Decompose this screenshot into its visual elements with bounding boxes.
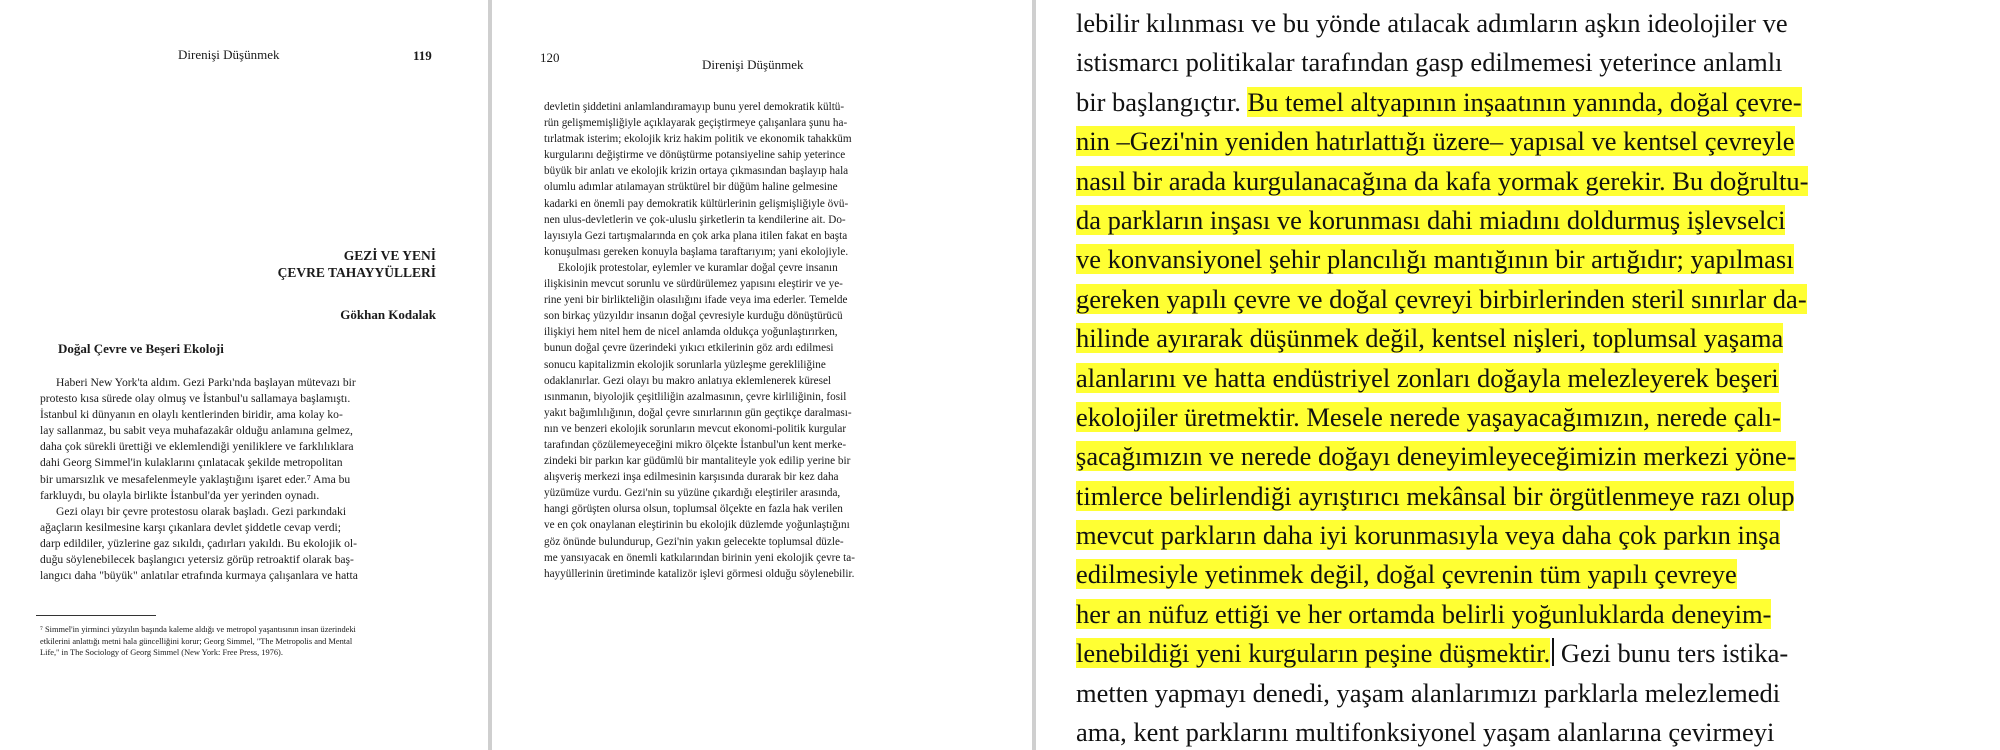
text-line: bunun doğal çevre üzerindeki yıkıcı etkilerinin göz ardı edilmesi xyxy=(544,342,834,355)
chapter-title-line: ÇEVRE TAHAYYÜLLERİ xyxy=(277,265,436,280)
text-line: olumlu adımlar atılamayan strüktürel bir düğüm haline gelmesine xyxy=(544,181,838,194)
highlight: hilinde ayırarak düşünmek değil, kentsel nişleri, toplumsal yaşama xyxy=(1076,323,1784,354)
chapter-title-line: GEZİ VE YENİ xyxy=(343,248,436,263)
highlight: edilmesiyle yetinmek değil, doğal çevrenin tüm yapılı çevreye xyxy=(1076,559,1737,590)
text-line: daha çok sürekli ürettiği ve eklemlendiği yeniliklere ve farklılıklara xyxy=(40,440,354,454)
zoomed-text-line xyxy=(1076,555,1976,594)
text-line: langıcı daha "büyük" anlatılar etrafında kurmaya çalışanlara ve hatta xyxy=(40,569,358,583)
text-line: layısıyla Gezi tartışmalarında en çok arka plana itilen fakat en başta xyxy=(544,229,848,242)
text-line: farkluydı, bu olayla birlikte İstanbul'da yer yerinden oynadı. xyxy=(40,488,320,502)
footnote-divider xyxy=(36,615,156,616)
text-line: kadarki en önemli pay demokratik kültürlerinin gelişmişliğiyle övü- xyxy=(544,197,849,210)
highlight: mevcut parkların daha iyi korunmasıyla veya daha çok parkın inşa xyxy=(1076,520,1781,551)
section-heading: Doğal Çevre ve Beşeri Ekoloji xyxy=(58,341,224,356)
zoomed-text-line xyxy=(1076,359,1976,398)
text-line: rün gelişmemişliğiyle açıklayarak geçiştirmeye çalışanlara şunu ha- xyxy=(544,117,848,130)
page-number: 119 xyxy=(413,48,432,63)
text-line: son birkaç yüzyıldır insanın doğal çevresiyle kurduğu dönüştürücü xyxy=(544,310,843,323)
text-line: darp edildiler, yüzlerine gaz sıkıldı, çadırları yakıldı. Bu ekolojik ol- xyxy=(40,536,357,550)
highlight: Bu temel altyapının inşaatının yanında, doğal çevre- xyxy=(1247,86,1802,117)
zoomed-text-line xyxy=(1076,162,1976,201)
text-line: nın ve benzeri ekolojik sorunların mevcut ekonomi-politik kurgular xyxy=(544,422,847,435)
zoomed-text-line xyxy=(1076,122,1976,161)
zoomed-text-line xyxy=(1076,240,1976,279)
text-line: ve en çok onaylanan eleştirinin bu ekolojik düzlemde yoğunlaştığını xyxy=(544,519,850,532)
text-line: bir umarsızlık ve mesafelenmeyle yaklaştığını işaret eder.⁷ Ama bu xyxy=(40,472,351,486)
text-line: kurgularını değiştirme ve dönüştürme potansiyeline sahip yeterince xyxy=(544,149,846,162)
text-line: hangi görüşten olursa olsun, toplumsal ölçekte en fazla hak verilen xyxy=(544,503,843,516)
zoomed-text-line: bir başlangıçtır. Bu temel altyapının inşaatının yanında, doğal çevre- xyxy=(1076,86,1802,117)
highlight: alanlarını ve hatta endüstriyel zonları doğayla melezleyerek beşeri xyxy=(1076,362,1779,393)
text-line: protesto kısa sürede olay olmuş ve İstanbul'u sallamaya başlamıştı. xyxy=(40,392,351,406)
text-line: ilişkisinin mevcut sorunlu ve sürdürülemez yapısını eleştirir ve ye- xyxy=(544,278,843,291)
zoomed-text-line xyxy=(1076,595,1976,634)
zoomed-text-line: ama, kent parklarını multifonksiyonel yaşam alanlarına çevirmeyi xyxy=(1076,717,1775,748)
text-line: tarafından çözülemeyeceğini mikro ölçekte İstanbul'un kent merke- xyxy=(544,438,847,451)
text-line: İstanbul ki dünyanın en olaylı kentlerinden biridir, ama kolay ko- xyxy=(40,408,343,422)
text-line: rine yeni bir birlikteliğin olasılığını ifade veya ima ederler. Temelde xyxy=(544,294,848,307)
text-line: hayyüllerinin üretiminde katalizör işlevi görmesi olduğu söylenebilir. xyxy=(544,567,855,580)
text-line: yakıt bağımlılığının, doğal çevre sınırlarının gün geçtikçe daralması- xyxy=(544,406,852,419)
highlight: gereken yapılı çevre ve doğal çevreyi birbirlerinden steril sınırlar da- xyxy=(1076,283,1807,314)
text-line: tırlatmak isterim; ekolojik kriz hakim politik ve ekonomik tahakküm xyxy=(544,133,852,146)
text-line: me yansıyacak en önemli katkılarından birinin yeni ekolojik çevre ta- xyxy=(544,551,855,564)
text-line: Gezi olayı bir çevre protestosu olarak başladı. Gezi parkındaki xyxy=(56,504,347,518)
body-text xyxy=(544,100,855,583)
text-line: odaklanırlar. Gezi olayı bu makro anlatıya eklemlenerek küresel xyxy=(544,374,832,387)
text-line: Ekolojik protestolar, eylemler ve kuramlar doğal çevre insanın xyxy=(558,261,838,274)
highlight: ve konvansiyonel şehir plancılığı mantığının bir artığıdır; yapılması xyxy=(1076,244,1794,275)
text-line: alışveriş merkezi inşa edilmesinin karşısında durarak bir kez daha xyxy=(544,471,839,484)
page-number: 120 xyxy=(540,50,560,65)
body-text xyxy=(40,375,358,584)
footnote-line: Life," in The Sociology of Georg Simmel (New York: Free Press, 1976). xyxy=(40,648,283,658)
author-name: Gökhan Kodalak xyxy=(340,307,436,322)
text-line: yüzümüze vurdu. Gezi'nin su yüzüne çıkardığı eleştiriler arasında, xyxy=(544,487,841,500)
running-head: Direnişi Düşünmek xyxy=(178,47,280,62)
zoomed-body-text xyxy=(1076,4,1976,750)
zoomed-text-line: metten yapmayı denedi, yaşam alanlarımızı parklarla melezlemedi xyxy=(1076,677,1781,708)
text-line: Haberi New York'ta aldım. Gezi Parkı'nda başlayan mütevazı bir xyxy=(56,376,356,389)
zoomed-text-panel xyxy=(1036,0,2000,750)
footnote-line: ⁷ Simmel'in yirminci yüzyılın başında kaleme aldığı ve metropol yaşantısının insan üzerindeki xyxy=(40,625,356,634)
text-line: lay sallanmaz, bu sabit veya muhafazakâr olduğu anlamına gelmez, xyxy=(40,424,353,438)
text-line: ağaçların kesilmesine karşı çıkanlara devlet şiddetle cevap verdi; xyxy=(40,520,341,534)
text-line: büyük bir anlatı ve ekolojik krizin ortaya çıkmasından başlayıp hala xyxy=(544,165,849,178)
zoomed-text-line xyxy=(1076,201,1976,240)
text-line: zindeki bir parkın kar güdümlü bir mantaliteyle yok edilip yerine bir xyxy=(544,455,851,468)
zoomed-text-line xyxy=(1076,437,1976,476)
footnote-line: etkilerini anlattığı metni hala güncelliğini korur; Georg Simmel, "The Metropolis and Mental xyxy=(40,636,353,646)
highlight: timlerce belirlendiği ayrıştırıcı mekânsal bir örgütlenmeye razı olup xyxy=(1076,480,1795,511)
page-119-panel xyxy=(0,0,488,750)
text-line: ısınmanın, biyolojik çeşitliliğin azalmasının, çevre kirliliğinin, fosil xyxy=(544,390,847,403)
text-line: konuşulması gereken konuyla başlama taraftarıyım; yani ekolojiyle. xyxy=(544,245,849,258)
text-line: sonucu kapitalizmin ekolojik sorunlarla yüzleşme gerekliliğine xyxy=(544,358,826,371)
zoomed-text-line xyxy=(1076,516,1976,555)
zoomed-text-line: istismarcı politikalar tarafından gasp edilmemesi yeterince anlamlı xyxy=(1076,47,1783,78)
highlight: da parkların inşası ve korunması dahi miadını doldurmuş işlevselci xyxy=(1076,204,1786,235)
zoomed-text-line: lebilir kılınması ve bu yönde atılacak adımların aşkın ideolojiler ve xyxy=(1076,8,1788,38)
highlight: nin –Gezi'nin yeniden hatırlattığı üzere– yapısal ve kentsel çevreyle xyxy=(1076,126,1795,157)
zoomed-text-line: lenebildiği yeni kurguların peşine düşmektir. Gezi bunu ters istika- xyxy=(1076,638,1789,669)
text-line: devletin şiddetini anlamlandıramayıp bunu yerel demokratik kültü- xyxy=(544,101,845,113)
zoomed-text-line xyxy=(1076,280,1976,319)
highlight: ekolojiler üretmektir. Mesele nerede yaşayacağımızın, nerede çalı- xyxy=(1076,401,1781,432)
text-line: dahi Georg Simmel'in kulaklarını çınlatacak şekilde metropolitan xyxy=(40,456,343,470)
highlight: şacağımızın ve nerede doğayı deneyimleyeceğimizin merkezi yöne- xyxy=(1076,441,1796,472)
chapter-title xyxy=(278,247,436,281)
footnote xyxy=(40,624,356,659)
running-head: Direnişi Düşünmek xyxy=(702,57,804,72)
highlight: lenebildiği yeni kurguların peşine düşmektir. xyxy=(1076,638,1551,669)
text-line: duğu söylenebilecek başlangıcı yetersiz görüp retroaktif olarak baş- xyxy=(40,553,354,567)
highlight: her an nüfuz ettiği ve her ortamda belirli yoğunluklarda deneyim- xyxy=(1076,598,1772,629)
highlight: nasıl bir arada kurgulanacağına da kafa yormak gerekir. Bu doğrultu- xyxy=(1076,165,1809,196)
text-line: ilişkiyi hem nitel hem de nicel anlamda oldukça yoğunlaştırırken, xyxy=(544,326,838,339)
zoomed-text-line xyxy=(1076,319,1976,358)
text-line: nen ulus-devletlerin ve çok-uluslu şirketlerin ta kendilerine ait. Do- xyxy=(544,213,846,226)
page-120-panel xyxy=(492,0,1032,750)
text-line: göz önünde bulundurup, Gezi'nin yakın gelecekte toplumsal düzle- xyxy=(544,535,844,548)
zoomed-text-line xyxy=(1076,398,1976,437)
zoomed-text-line xyxy=(1076,477,1976,516)
